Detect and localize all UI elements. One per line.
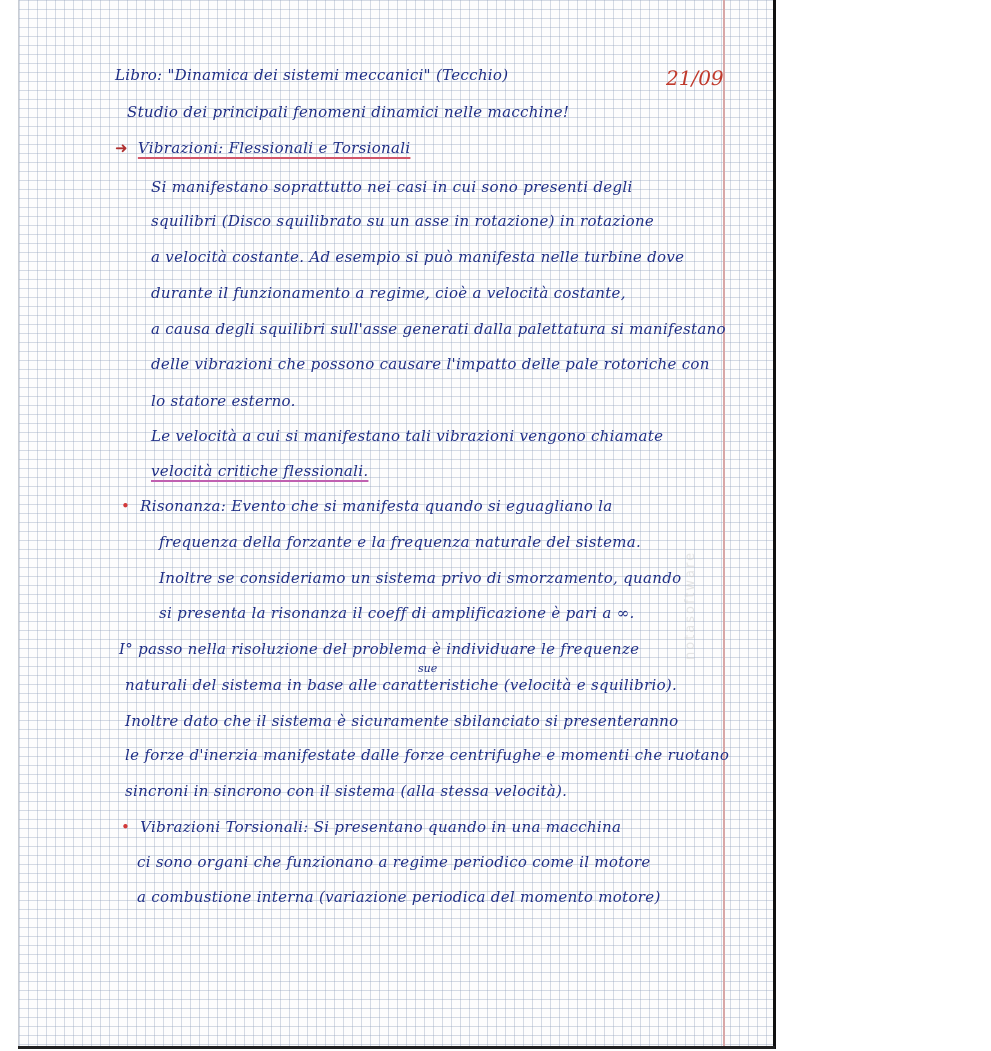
text-line: lo statore esterno. [151, 392, 296, 410]
section-heading-risonanza [121, 497, 613, 515]
notebook-page [18, 0, 774, 1047]
bullet-dot-icon: • [121, 818, 131, 836]
text-line: durante il funzionamento a regime, cioè a velocità costante, [151, 284, 626, 302]
bullet-dot-icon: • [121, 497, 131, 515]
book-title: Libro: "Dinamica dei sistemi meccanici" (Tecchio) [115, 66, 509, 84]
text-line: le forze d'inerzia manifestate dalle forze centrifughe e momenti che ruotano [125, 746, 730, 764]
text-line: ci sono organi che funzionano a regime periodico come il motore [137, 853, 651, 871]
section-heading-vibrazioni [115, 139, 410, 157]
text-line: squilibri (Disco squilibrato su un asse in rotazione) in rotazione [151, 212, 655, 230]
text-line: delle vibrazioni che possono causare l'impatto delle pale rotoriche con [151, 355, 710, 373]
term-text: velocità critiche flessionali. [151, 462, 369, 480]
text-line: Inoltre se consideriamo un sistema privo di smorzamento, quando [159, 569, 682, 587]
text-line: a combustione interna (variazione periodica del momento motore) [137, 888, 661, 906]
date-label: 21/09 [666, 66, 724, 90]
text-line: frequenza della forzante e la frequenza naturale del sistema. [159, 533, 642, 551]
text-line: Si manifestano soprattutto nei casi in cui sono presenti degli [151, 178, 633, 196]
text-line: I° passo nella risoluzione del problema è individuare le frequenze [119, 640, 640, 658]
watermark: notasoftware [683, 550, 698, 660]
text-line: si presenta la risonanza il coeff di amplificazione è pari a ∞. [159, 604, 635, 622]
inline-note: sue [418, 662, 438, 675]
margin-line [723, 0, 725, 1047]
text-line: naturali del sistema in base alle caratteristiche (velocità e squilibrio). [125, 676, 678, 694]
section-heading-torsionali [121, 818, 621, 836]
arrow-bullet-icon: ➜ [115, 139, 128, 157]
heading-text: Risonanza: Evento che si manifesta quando si eguagliano la [140, 497, 613, 515]
term-velocita-critiche [151, 462, 368, 480]
text-line: a causa degli squilibri sull'asse generati dalla palettatura si manifestano [151, 320, 726, 338]
text-line: Le velocità a cui si manifestano tali vibrazioni vengono chiamate [151, 427, 664, 445]
text-line: Inoltre dato che il sistema è sicuramente sbilanciato si presenteranno [125, 712, 679, 730]
text-line: a velocità costante. Ad esempio si può manifesta nelle turbine dove [151, 248, 685, 266]
page-bottom-edge [18, 1046, 775, 1049]
intro-line: Studio dei principali fenomeni dinamici nelle macchine! [127, 103, 570, 121]
page-edge [773, 0, 776, 1049]
text-line: sincroni in sincrono con il sistema (alla stessa velocità). [125, 782, 568, 800]
heading-text: Vibrazioni: Flessionali e Torsionali [137, 139, 411, 157]
heading-text: Vibrazioni Torsionali: Si presentano quando in una macchina [140, 818, 622, 836]
